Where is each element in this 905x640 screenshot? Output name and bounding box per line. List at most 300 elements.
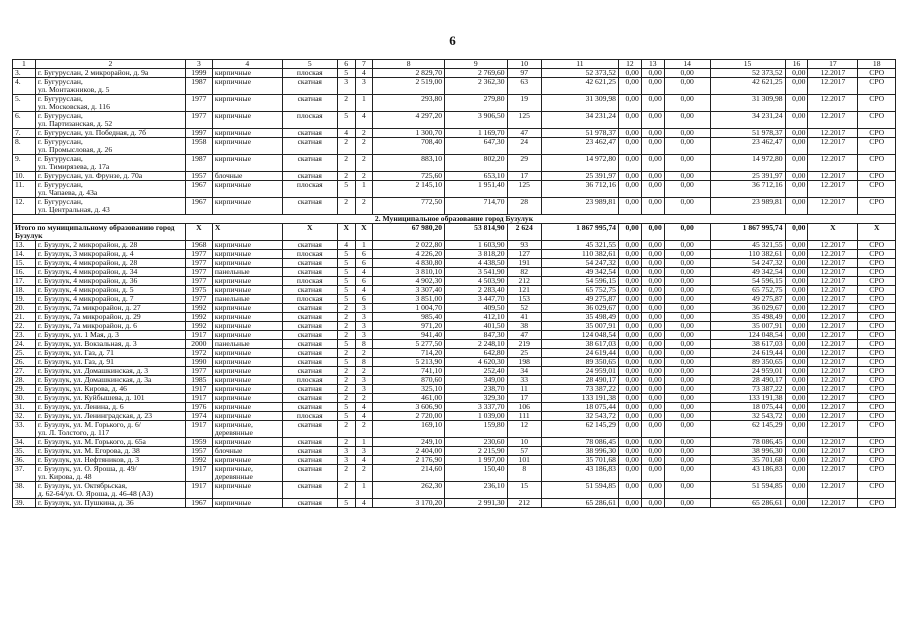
table-cell: 1: [355, 95, 373, 112]
table-cell: 110 382,61: [541, 250, 618, 259]
column-header: 12: [618, 60, 641, 69]
table-cell: 0,00: [618, 129, 641, 138]
table-cell: 0,00: [641, 304, 664, 313]
table-cell: СРО: [858, 367, 896, 376]
table-cell: кирпичные: [212, 313, 282, 322]
table-cell: 65 286,61: [541, 499, 618, 508]
column-header: 11: [541, 60, 618, 69]
table-cell: 101: [507, 456, 541, 465]
table-cell: 0,00: [641, 69, 664, 78]
table-cell: 5: [337, 499, 355, 508]
table-cell: 12.2017: [808, 129, 858, 138]
column-header: 14: [664, 60, 710, 69]
table-cell: 0,00: [641, 482, 664, 499]
table-cell: 4.: [13, 78, 36, 95]
table-cell: 4: [337, 241, 355, 250]
table-cell: СРО: [858, 181, 896, 198]
table-cell: 1985: [185, 376, 212, 385]
table-cell: 0,00: [785, 394, 808, 403]
table-cell: 1958: [185, 138, 212, 155]
table-cell: 125: [507, 112, 541, 129]
table-row: [13, 313, 896, 322]
table-cell: 0,00: [618, 138, 641, 155]
table-cell: 12.2017: [808, 499, 858, 508]
table-cell: 3: [355, 331, 373, 340]
table-cell: 13.: [13, 241, 36, 250]
table-cell: 12.2017: [808, 438, 858, 447]
total-cell: 67 980,20: [373, 224, 445, 241]
table-row: [13, 438, 896, 447]
table-cell: г. Бузулук, 4 микрорайон, д. 5: [35, 286, 185, 295]
table-cell: 23.: [13, 331, 36, 340]
table-cell: 19: [507, 95, 541, 112]
table-cell: г. Бугуруслан, ул. Монтажников, д. 5: [35, 78, 185, 95]
table-cell: 0,00: [641, 385, 664, 394]
table-cell: 35.: [13, 447, 36, 456]
table-cell: 3 606,90: [373, 403, 445, 412]
table-cell: г. Бузулук, 7а микрорайон, д. 6: [35, 322, 185, 331]
table-cell: СРО: [858, 241, 896, 250]
table-cell: 12.2017: [808, 331, 858, 340]
table-row: [13, 331, 896, 340]
table-cell: 0,00: [618, 69, 641, 78]
table-cell: 401,50: [445, 322, 507, 331]
table-cell: 23 462,47: [541, 138, 618, 155]
table-cell: 4 297,20: [373, 112, 445, 129]
table-cell: 12.2017: [808, 304, 858, 313]
table-cell: 12.2017: [808, 421, 858, 438]
table-cell: СРО: [858, 304, 896, 313]
table-cell: 0,00: [785, 198, 808, 215]
table-cell: 38 617,03: [541, 340, 618, 349]
table-cell: 51 978,37: [710, 129, 785, 138]
table-cell: 0,00: [785, 331, 808, 340]
table-cell: скатная: [282, 259, 337, 268]
table-cell: 73 387,22: [710, 385, 785, 394]
table-row: [13, 304, 896, 313]
table-cell: скатная: [282, 499, 337, 508]
table-cell: 36 029,67: [710, 304, 785, 313]
table-cell: 0,00: [785, 277, 808, 286]
table-cell: 0,00: [785, 78, 808, 95]
table-cell: 6: [355, 259, 373, 268]
table-cell: 2 022,80: [373, 241, 445, 250]
table-cell: 0,00: [641, 95, 664, 112]
column-header: 4: [212, 60, 282, 69]
table-cell: 150,40: [445, 465, 507, 482]
table-cell: г. Бугуруслан, ул. Московская, д. 116: [35, 95, 185, 112]
table-cell: 279,80: [445, 95, 507, 112]
table-cell: 0,00: [618, 331, 641, 340]
total-cell: 1 867 995,74: [541, 224, 618, 241]
table-cell: кирпичные: [212, 376, 282, 385]
table-cell: 34 231,24: [541, 112, 618, 129]
table-cell: 1 004,70: [373, 304, 445, 313]
table-cell: 12.2017: [808, 112, 858, 129]
table-cell: скатная: [282, 313, 337, 322]
table-cell: 0,00: [664, 322, 710, 331]
table-cell: 49 275,87: [710, 295, 785, 304]
table-cell: 802,20: [445, 155, 507, 172]
table-cell: 0,00: [641, 129, 664, 138]
total-cell: Х: [355, 224, 373, 241]
table-cell: 6: [355, 295, 373, 304]
table-row: [13, 403, 896, 412]
table-cell: 51 594,85: [541, 482, 618, 499]
table-cell: 0,00: [664, 304, 710, 313]
table-cell: 2 283,40: [445, 286, 507, 295]
total-cell: Х: [282, 224, 337, 241]
table-cell: 2: [355, 367, 373, 376]
table-cell: 0,00: [664, 69, 710, 78]
column-header: 18: [858, 60, 896, 69]
table-cell: 0,00: [785, 138, 808, 155]
table-cell: 847,30: [445, 331, 507, 340]
table-row: [13, 322, 896, 331]
table-cell: 0,00: [618, 295, 641, 304]
table-cell: 32 543,72: [710, 412, 785, 421]
table-cell: 29: [507, 155, 541, 172]
table-cell: 24 619,44: [710, 349, 785, 358]
table-cell: 1977: [185, 259, 212, 268]
table-cell: скатная: [282, 129, 337, 138]
table-cell: 0,00: [618, 438, 641, 447]
table-cell: 4: [355, 412, 373, 421]
table-cell: 214,60: [373, 465, 445, 482]
table-cell: 0,00: [641, 286, 664, 295]
table-cell: 2: [355, 155, 373, 172]
table-cell: 36 712,16: [710, 181, 785, 198]
column-header: 8: [373, 60, 445, 69]
total-cell: 1 867 995,74: [710, 224, 785, 241]
table-cell: 0,00: [618, 367, 641, 376]
table-cell: кирпичные: [212, 438, 282, 447]
table-cell: 1917: [185, 421, 212, 438]
table-cell: 2 215,90: [445, 447, 507, 456]
table-cell: 0,00: [618, 155, 641, 172]
table-cell: 12.2017: [808, 198, 858, 215]
table-cell: СРО: [858, 313, 896, 322]
table-cell: панельные: [212, 295, 282, 304]
table-cell: 4 620,30: [445, 358, 507, 367]
table-cell: 0,00: [664, 138, 710, 155]
table-cell: кирпичные, деревянные: [212, 465, 282, 482]
table-cell: 38 996,30: [710, 447, 785, 456]
table-row: [13, 198, 896, 215]
table-cell: 870,60: [373, 376, 445, 385]
table-cell: кирпичные: [212, 155, 282, 172]
table-cell: 0,00: [641, 340, 664, 349]
table-cell: 121: [507, 286, 541, 295]
table-cell: 0,00: [664, 376, 710, 385]
table-cell: 1 039,00: [445, 412, 507, 421]
table-cell: 35 498,49: [541, 313, 618, 322]
table-cell: г. Бугуруслан, ул. Центральная, д. 43: [35, 198, 185, 215]
table-cell: кирпичные: [212, 250, 282, 259]
table-cell: скатная: [282, 172, 337, 181]
total-cell: Х: [808, 224, 858, 241]
table-cell: 3.: [13, 69, 36, 78]
table-cell: кирпичные, деревянные: [212, 421, 282, 438]
table-cell: г. Бугуруслан, ул. Партизанская, д. 52: [35, 112, 185, 129]
table-cell: 12.2017: [808, 138, 858, 155]
table-cell: 47: [507, 129, 541, 138]
table-cell: 4: [355, 286, 373, 295]
total-cell: 0,00: [664, 224, 710, 241]
table-cell: 65 286,61: [710, 499, 785, 508]
table-cell: 3 307,40: [373, 286, 445, 295]
table-cell: 51 594,85: [710, 482, 785, 499]
table-cell: 249,10: [373, 438, 445, 447]
table-cell: 2: [337, 482, 355, 499]
table-cell: плоская: [282, 376, 337, 385]
table-cell: 0,00: [641, 499, 664, 508]
table-cell: 0,00: [618, 421, 641, 438]
table-cell: 3: [355, 322, 373, 331]
table-cell: 2: [355, 172, 373, 181]
table-cell: 30.: [13, 394, 36, 403]
table-cell: 24 959,01: [710, 367, 785, 376]
table-cell: 33: [507, 376, 541, 385]
table-cell: 409,50: [445, 304, 507, 313]
table-cell: 12.2017: [808, 403, 858, 412]
table-cell: СРО: [858, 499, 896, 508]
table-cell: 1957: [185, 447, 212, 456]
table-cell: 0,00: [785, 465, 808, 482]
table-cell: кирпичные: [212, 322, 282, 331]
table-cell: 0,00: [785, 304, 808, 313]
table-cell: 6: [355, 277, 373, 286]
table-row: [13, 277, 896, 286]
table-cell: г. Бузулук, ул. Домашкинская, д. 3а: [35, 376, 185, 385]
table-cell: 3 541,90: [445, 268, 507, 277]
table-cell: г. Бузулук, ул. Вокзальная, д. 3: [35, 340, 185, 349]
table-cell: 0,00: [641, 241, 664, 250]
table-cell: 0,00: [641, 394, 664, 403]
table-cell: 3 906,50: [445, 112, 507, 129]
table-cell: 212: [507, 499, 541, 508]
table-cell: 4 902,30: [373, 277, 445, 286]
table-cell: 106: [507, 403, 541, 412]
table-cell: СРО: [858, 69, 896, 78]
table-cell: скатная: [282, 95, 337, 112]
table-row: [13, 78, 896, 95]
table-cell: 0,00: [618, 268, 641, 277]
table-cell: 0,00: [785, 241, 808, 250]
table-cell: скатная: [282, 456, 337, 465]
table-cell: 0,00: [641, 313, 664, 322]
table-cell: 0,00: [664, 78, 710, 95]
table-cell: 12.2017: [808, 447, 858, 456]
table-cell: 0,00: [664, 385, 710, 394]
table-cell: 2: [337, 95, 355, 112]
table-cell: 62 145,29: [710, 421, 785, 438]
table-cell: 42 621,25: [710, 78, 785, 95]
table-cell: 262,30: [373, 482, 445, 499]
table-cell: 21.: [13, 313, 36, 322]
table-cell: кирпичные: [212, 367, 282, 376]
table-cell: 12.2017: [808, 376, 858, 385]
table-cell: г. Бугуруслан, ул. Промысловая, д. 26: [35, 138, 185, 155]
table-cell: скатная: [282, 198, 337, 215]
table-cell: 6.: [13, 112, 36, 129]
table-cell: г. Бузулук, ул. Пушкина, д. 36: [35, 499, 185, 508]
table-cell: 230,60: [445, 438, 507, 447]
table-cell: 36 029,67: [541, 304, 618, 313]
table-cell: 0,00: [618, 95, 641, 112]
table-cell: СРО: [858, 465, 896, 482]
table-cell: 0,00: [785, 349, 808, 358]
table-cell: г. Бузулук, ул. Домашкинская, д. 3: [35, 367, 185, 376]
total-label: Итого по муниципальному образованию город Бузулук: [13, 224, 186, 241]
table-cell: 1977: [185, 295, 212, 304]
table-cell: 12.2017: [808, 95, 858, 112]
table-cell: 325,10: [373, 385, 445, 394]
table-cell: 2: [355, 394, 373, 403]
table-cell: 38.: [13, 482, 36, 499]
table-cell: 2: [337, 376, 355, 385]
table-cell: 0,00: [664, 412, 710, 421]
table-cell: 0,00: [664, 112, 710, 129]
table-cell: 124 048,54: [541, 331, 618, 340]
table-cell: 25: [507, 349, 541, 358]
table-cell: 52 373,52: [710, 69, 785, 78]
table-cell: 0,00: [664, 250, 710, 259]
table-cell: 2: [337, 155, 355, 172]
table-row: [13, 259, 896, 268]
table-cell: 25 391,97: [710, 172, 785, 181]
table-cell: 0,00: [618, 358, 641, 367]
column-header: 16: [785, 60, 808, 69]
table-cell: г. Бугуруслан, 2 микрорайон, д. 9а: [35, 69, 185, 78]
table-row: [13, 268, 896, 277]
table-cell: 0,00: [618, 376, 641, 385]
table-cell: скатная: [282, 482, 337, 499]
table-cell: кирпичные: [212, 385, 282, 394]
table-cell: 212: [507, 277, 541, 286]
table-cell: 3: [355, 376, 373, 385]
table-cell: г. Бузулук, 7а микрорайон, д. 29: [35, 313, 185, 322]
table-cell: скатная: [282, 78, 337, 95]
table-cell: г. Бузулук, ул. Октябрьская, д. 62-64/ул. О. Яроша, д. 46-48 (А3): [35, 482, 185, 499]
table-cell: скатная: [282, 438, 337, 447]
table-cell: 2 991,30: [445, 499, 507, 508]
table-cell: 0,00: [785, 447, 808, 456]
table-cell: 41: [507, 313, 541, 322]
column-header: 2: [35, 60, 185, 69]
table-cell: 38: [507, 322, 541, 331]
table-cell: 34.: [13, 438, 36, 447]
table-cell: 31.: [13, 403, 36, 412]
total-cell: 0,00: [785, 224, 808, 241]
table-row: [13, 129, 896, 138]
table-cell: скатная: [282, 447, 337, 456]
table-cell: 3: [355, 385, 373, 394]
table-cell: 28 490,17: [710, 376, 785, 385]
table-cell: 15.: [13, 259, 36, 268]
table-cell: 1972: [185, 349, 212, 358]
table-cell: 0,00: [664, 277, 710, 286]
table-cell: 0,00: [641, 456, 664, 465]
table-row: [13, 155, 896, 172]
table-cell: 1 300,70: [373, 129, 445, 138]
table-cell: 0,00: [664, 349, 710, 358]
table-cell: кирпичные: [212, 241, 282, 250]
table-cell: 18 075,44: [710, 403, 785, 412]
table-cell: кирпичные: [212, 403, 282, 412]
table-cell: 0,00: [664, 465, 710, 482]
table-cell: г. Бугуруслан, ул. Чапаева, д. 43а: [35, 181, 185, 198]
table-row: [13, 349, 896, 358]
table-cell: г. Бузулук, 7а микрорайон, д. 27: [35, 304, 185, 313]
table-cell: 43 186,83: [541, 465, 618, 482]
total-cell: 0,00: [618, 224, 641, 241]
table-cell: 3: [355, 313, 373, 322]
column-header: 3: [185, 60, 212, 69]
table-cell: 5 277,50: [373, 340, 445, 349]
table-cell: 12.2017: [808, 181, 858, 198]
table-cell: 2: [355, 349, 373, 358]
table-cell: кирпичные: [212, 112, 282, 129]
table-cell: 4: [337, 129, 355, 138]
table-cell: 31 309,98: [541, 95, 618, 112]
table-cell: 78 086,45: [710, 438, 785, 447]
table-cell: 12.2017: [808, 268, 858, 277]
table-cell: 39.: [13, 499, 36, 508]
table-cell: 0,00: [785, 112, 808, 129]
table-cell: 2 769,60: [445, 69, 507, 78]
table-cell: 2: [337, 322, 355, 331]
table-cell: 4: [355, 69, 373, 78]
table-cell: 14.: [13, 250, 36, 259]
table-cell: кирпичные: [212, 259, 282, 268]
table-cell: 0,00: [618, 394, 641, 403]
table-cell: 0,00: [641, 172, 664, 181]
table-cell: 0,00: [618, 241, 641, 250]
table-cell: 14 972,80: [541, 155, 618, 172]
table-cell: кирпичные: [212, 412, 282, 421]
table-cell: 25 391,97: [541, 172, 618, 181]
table-cell: 0,00: [785, 482, 808, 499]
table-cell: скатная: [282, 322, 337, 331]
table-cell: 3: [355, 304, 373, 313]
page-number: 6: [449, 33, 456, 48]
table-cell: 0,00: [618, 78, 641, 95]
table-cell: 23 989,81: [710, 198, 785, 215]
table-cell: СРО: [858, 456, 896, 465]
table-cell: 5: [337, 259, 355, 268]
table-cell: СРО: [858, 172, 896, 181]
table-cell: 0,00: [641, 358, 664, 367]
table-cell: 38 617,03: [710, 340, 785, 349]
table-cell: 941,40: [373, 331, 445, 340]
table-cell: 8.: [13, 138, 36, 155]
table-cell: 0,00: [641, 295, 664, 304]
table-cell: 985,40: [373, 313, 445, 322]
table-cell: 2 176,90: [373, 456, 445, 465]
table-cell: 49 342,54: [710, 268, 785, 277]
table-cell: 0,00: [785, 456, 808, 465]
table-cell: СРО: [858, 438, 896, 447]
table-cell: 1992: [185, 456, 212, 465]
table-cell: 0,00: [785, 295, 808, 304]
table-cell: 27.: [13, 367, 36, 376]
table-cell: 0,00: [664, 421, 710, 438]
table-cell: СРО: [858, 138, 896, 155]
table-cell: 2: [355, 138, 373, 155]
table-row: [13, 385, 896, 394]
table-row: [13, 376, 896, 385]
